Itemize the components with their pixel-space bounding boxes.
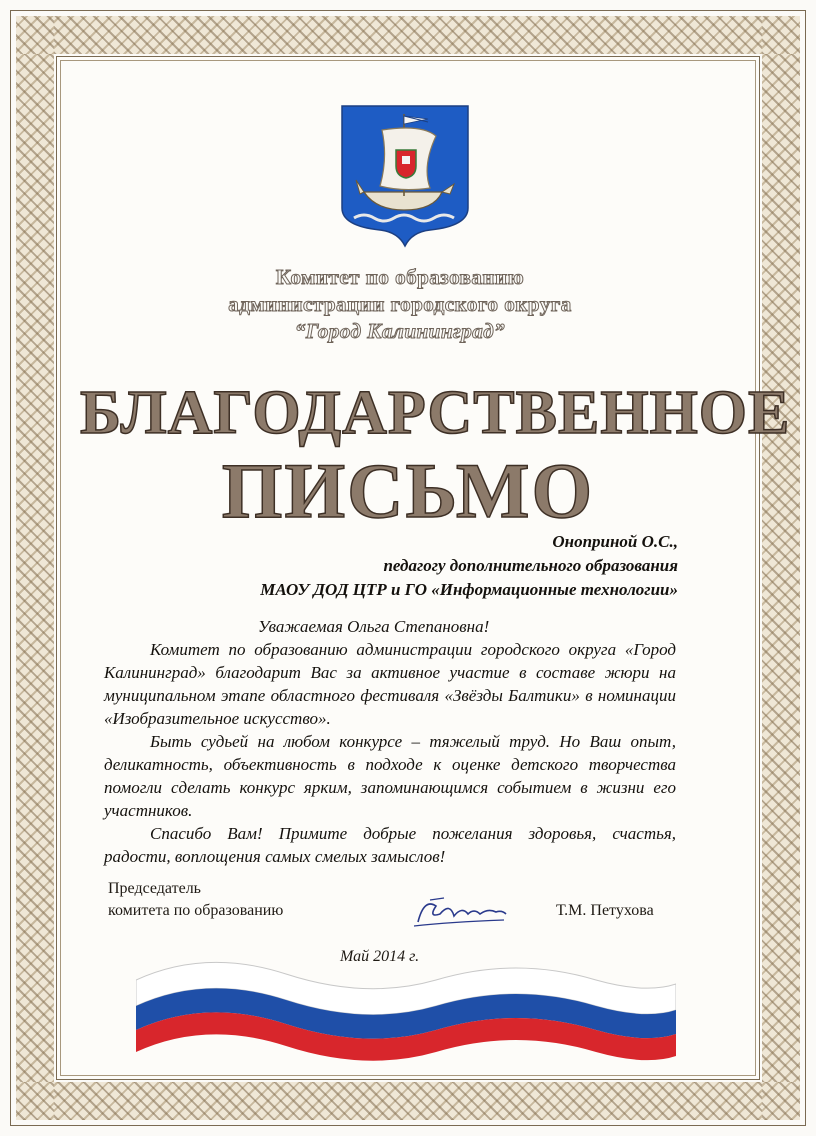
coat-of-arms-emblem bbox=[330, 100, 480, 250]
recipient-organization: МАОУ ДОД ЦТР и ГО «Информационные технологии» bbox=[260, 580, 678, 599]
recipient-position: педагогу дополнительного образования bbox=[383, 556, 678, 575]
handwritten-signature bbox=[410, 892, 510, 934]
body-paragraph-3: Спасибо Вам! Примите добрые пожелания здоровья, счастья, радости, воплощения самых смелых замыслов! bbox=[104, 824, 676, 866]
committee-line-3: “Город Калининград” bbox=[294, 319, 506, 343]
letter-body bbox=[104, 615, 676, 868]
issuer-committee-name bbox=[100, 264, 700, 345]
signatory-title-line-2: комитета по образованию bbox=[108, 902, 284, 919]
body-paragraph-2: Быть судьей на любом конкурсе – тяжелый труд. Но Ваш опыт, деликатность, объективность в подходе к оценке детского творчества помогли сделать конкурс ярким, запоминающимся событием в жизни его участников. bbox=[104, 732, 676, 820]
document-title-line-1: БЛАГОДАРСТВЕННОЕ bbox=[80, 379, 791, 447]
signatory-title bbox=[108, 878, 283, 922]
letter-date: Май 2014 г. bbox=[340, 948, 420, 965]
signatory-title-line-1: Председатель bbox=[108, 880, 201, 897]
signatory-name: Т.М. Петухова bbox=[556, 902, 654, 919]
document-title-line-2: ПИСЬМО bbox=[221, 447, 595, 534]
committee-line-1: Комитет по образованию bbox=[275, 265, 525, 289]
body-paragraph-1: Комитет по образованию администрации городского округа «Город Калининград» благодарит Вас за активное участие в составе жюри на муниципальном этапе областного фестиваля «Звёзды Балтики» в номинации «Изобразительное искусство». bbox=[104, 640, 676, 728]
recipient-block bbox=[260, 530, 678, 602]
committee-line-2: администрации городского округа bbox=[228, 292, 572, 316]
recipient-name: Оноприной О.С., bbox=[552, 532, 678, 551]
greeting: Уважаемая Ольга Степановна! bbox=[258, 617, 490, 636]
